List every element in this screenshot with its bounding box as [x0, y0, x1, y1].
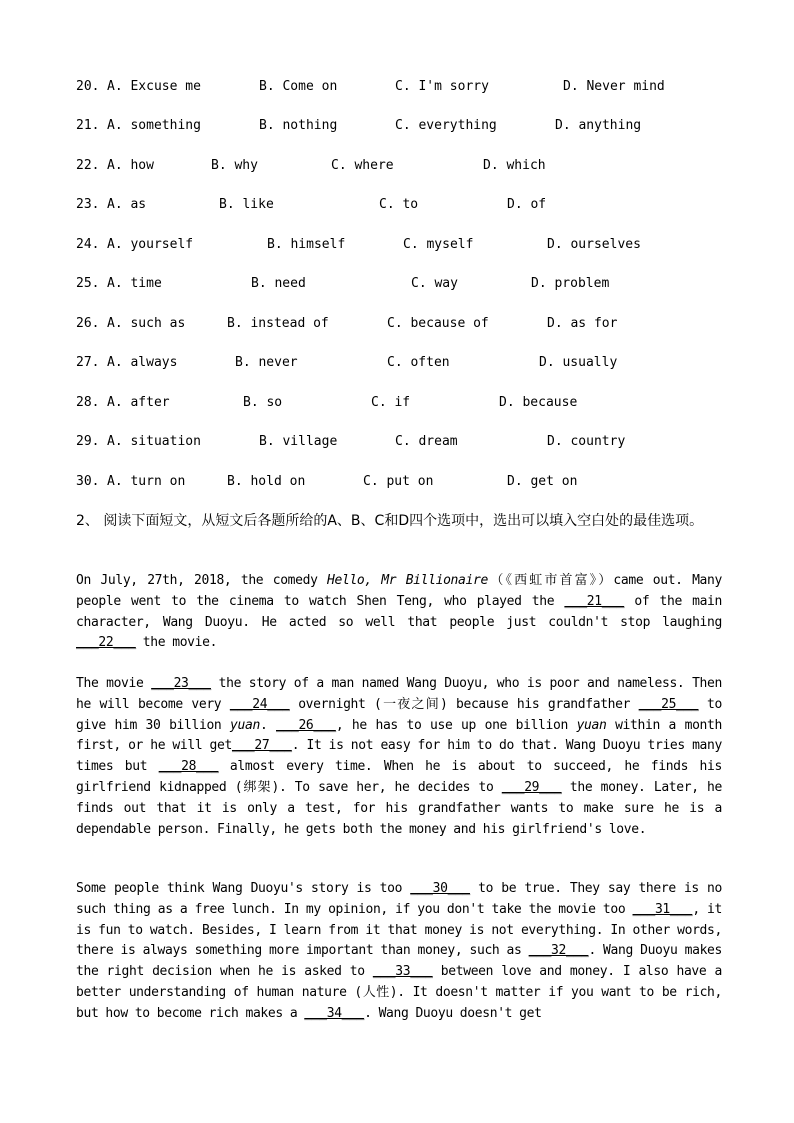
option-c: C. where [331, 158, 394, 173]
option-c: C. I'm sorry [395, 79, 489, 94]
question-number: 20. [76, 79, 100, 94]
option-d: D. because [499, 395, 578, 410]
text-run: to give him 30 billion [76, 696, 722, 733]
option-b: B. never [235, 355, 298, 370]
text-run: between love and money. I also have a better understanding of human nature (人性). It doesn't matter if you want to be rich, but how to become rich makes a [76, 964, 722, 1021]
option-d: D. Never mind [563, 79, 665, 94]
text-run: , he has to use up one billion [335, 717, 577, 733]
blank-21: ___21___ [564, 593, 625, 609]
option-a: A. turn on [107, 474, 186, 489]
text-run: . It is not easy for him to do that. Wang Duoyu tries many times but [76, 738, 722, 775]
blank-27: ___27___ [231, 738, 292, 754]
question-number: 25. [76, 276, 100, 291]
option-d: D. usually [539, 355, 618, 370]
question-number: 22. [76, 158, 100, 173]
option-c: C. way [411, 276, 458, 291]
text-run: . Wang Duoyu makes the right decision when he is asked to [76, 943, 722, 980]
option-d: D. which [483, 158, 546, 173]
option-c: C. because of [387, 316, 489, 331]
question-number: 23. [76, 197, 100, 212]
option-a: A. how [107, 158, 154, 173]
currency-word: yuan [576, 717, 607, 733]
question-number: 26. [76, 316, 100, 331]
option-a: A. after [107, 395, 170, 410]
text-run: , it is fun to watch. Besides, I learn from it that money is not everything. In other words, there is always something more important than money, such as [76, 901, 722, 959]
text-run: The movie [76, 676, 152, 691]
movie-title: Hello, Mr Billionaire [327, 573, 488, 588]
text-run: the money. Later, he finds out that it is only a test, for his grandfather wants to make sure he is a dependable person. Finally, he gets both the money and his girlfriend's love. [76, 779, 722, 837]
blank-25: ___25___ [638, 696, 699, 712]
text-run: the story of a man named Wang Duoyu, who is poor and nameless. Then he will become very [76, 676, 722, 712]
text-run: . [259, 717, 277, 733]
option-d: D. get on [507, 474, 578, 489]
option-c: C. dream [395, 434, 458, 449]
blank-24: ___24___ [229, 696, 290, 712]
blank-34: ___34___ [304, 1005, 365, 1021]
text-run: the movie. [135, 635, 218, 651]
option-c: C. to [379, 197, 419, 212]
option-a: A. as [107, 197, 147, 212]
option-a: A. time [107, 276, 162, 291]
blank-33: ___33___ [372, 964, 433, 980]
currency-word: yuan [230, 717, 260, 733]
option-a: A. something [107, 118, 201, 133]
option-b: B. village [259, 434, 338, 449]
option-d: D. of [507, 197, 547, 212]
option-c: C. everything [395, 118, 497, 133]
text-run: almost every time. When he is about to succeed, he finds his girlfriend kidnapped (绑架). To save her, he decides to [76, 759, 722, 795]
option-a: A. such as [107, 316, 186, 331]
question-number: 29. [76, 434, 100, 449]
option-a: A. always [107, 355, 178, 370]
blank-32: ___32___ [528, 943, 589, 959]
blank-28: ___28___ [158, 759, 219, 775]
passage-paragraph-1 [76, 571, 722, 654]
option-b: B. why [211, 158, 258, 173]
option-c: C. myself [403, 237, 474, 252]
option-b: B. nothing [259, 118, 338, 133]
passage-paragraph-3 [76, 879, 722, 1025]
question-number: 21. [76, 118, 100, 133]
text-run: （《西虹市首富》）came out. Many people went to the cinema to watch Shen Teng, who played the [76, 573, 722, 609]
text-run: to be true. They say there is no such thing as a free lunch. In my opinion, if you don't take the movie too [76, 881, 722, 917]
option-b: B. himself [267, 237, 346, 252]
passage-paragraph-2 [76, 674, 722, 840]
option-d: D. country [547, 434, 626, 449]
question-number: 28. [76, 395, 100, 410]
option-d: D. problem [531, 276, 610, 291]
option-d: D. as for [547, 316, 618, 331]
question-number: 24. [76, 237, 100, 252]
blank-30: ___30___ [410, 881, 471, 896]
text-run: . Wang Duoyu doesn't get [364, 1005, 542, 1021]
option-c: C. often [387, 355, 450, 370]
option-b: B. so [243, 395, 283, 410]
option-b: B. Come on [259, 79, 338, 94]
text-run: of the main character, Wang Duoyu. He acted so well that people just couldn't stop laughing [76, 593, 722, 630]
option-b: B. need [251, 276, 306, 291]
option-b: B. instead of [227, 316, 329, 331]
option-a: A. situation [107, 434, 201, 449]
option-c: C. put on [363, 474, 434, 489]
blank-23: ___23___ [151, 676, 211, 691]
option-c: C. if [371, 395, 411, 410]
text-run: Some people think Wang Duoyu's story is too [76, 881, 411, 896]
text-run: within a month first, or he will get [76, 717, 722, 754]
option-d: D. ourselves [547, 237, 641, 252]
question-number: 30. [76, 474, 100, 489]
option-a: A. Excuse me [107, 79, 201, 94]
blank-31: ___31___ [632, 901, 693, 917]
option-b: B. hold on [227, 474, 306, 489]
option-a: A. yourself [107, 237, 194, 252]
section-instruction: 2、 阅读下面短文，从短文后各题所给的A、B、C和D四个选项中，选出可以填入空白处的最佳选项。 [76, 513, 704, 529]
blank-29: ___29___ [501, 779, 562, 795]
question-number: 27. [76, 355, 100, 370]
blank-26: ___26___ [276, 717, 336, 733]
text-run: overnight (一夜之间) because his grandfather [289, 696, 639, 712]
text-run: On July, 27th, 2018, the comedy [76, 573, 328, 588]
blank-22: ___22___ [76, 635, 136, 651]
option-b: B. like [219, 197, 274, 212]
option-d: D. anything [555, 118, 642, 133]
